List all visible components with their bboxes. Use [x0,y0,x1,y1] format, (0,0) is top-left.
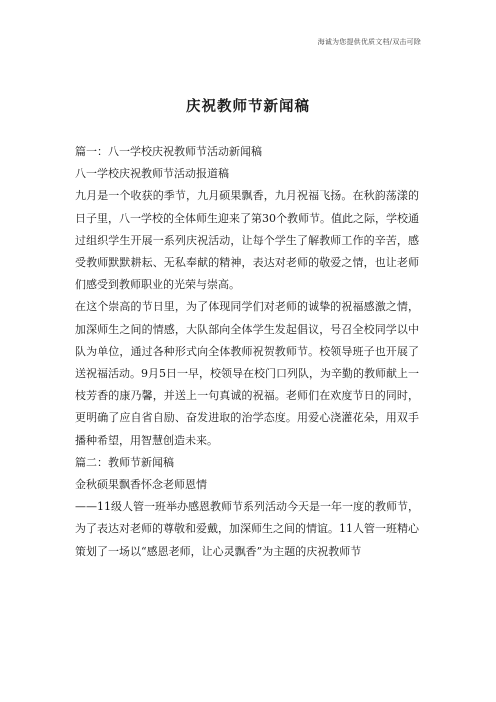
paragraph: 九月是一个收获的季节，九月硕果飘香，九月祝福飞扬。在秋韵荡漾的日子里，八一学校的全体师生迎来了第30个教师节。值此之际，学校通过组织学生开展一系列庆祝活动，让每个学生了解教师工作的辛苦，感受教师默默耕耘、无私奉献的精神，表达对老师的敬爱之情，也让老师们感受到教师职业的光荣与崇高。 [75,189,419,292]
document-title: 庆祝教师节新闻稿 [186,98,310,115]
paragraph: 在这个崇高的节日里，为了体现同学们对老师的诚挚的祝福感激之情，加深师生之间的情感，大队部向全体学生发起倡议，号召全校同学以中队为单位，通过各种形式向全体教师祝贺教师节。校领导班子也开展了送祝福活动。9月5日一早，校领导在校门口列队，为辛勤的教师献上一枝芳香的康乃馨，并送上一句真诚的祝福。老师们在欢度节日的同时，更明确了应自省自励、奋发进取的治学态度。用爱心浇灌花朵，用双手播种希望，用智慧创造未来。 [75,300,419,447]
section-heading: 篇二：教师节新闻稿 [75,455,174,469]
document-body [75,141,419,563]
header-note: 海诚为您提供优质文档/双击可除 [317,38,421,46]
paragraph: ——11级人管一班举办感恩教师节系列活动今天是一年一度的教师节，为了表达对老师的尊敬和爱戴，加深师生之间的情谊。11人管一班精心策划了一场以“感恩老师，让心灵飘香”为主题的庆祝教师节 [75,500,419,558]
section-subtitle: 金秋硕果飘香怀念老师恩情 [75,478,207,492]
section-heading: 篇一：八一学校庆祝教师节活动新闻稿 [75,145,262,158]
section-subtitle: 八一学校庆祝教师节活动报道稿 [75,167,229,181]
